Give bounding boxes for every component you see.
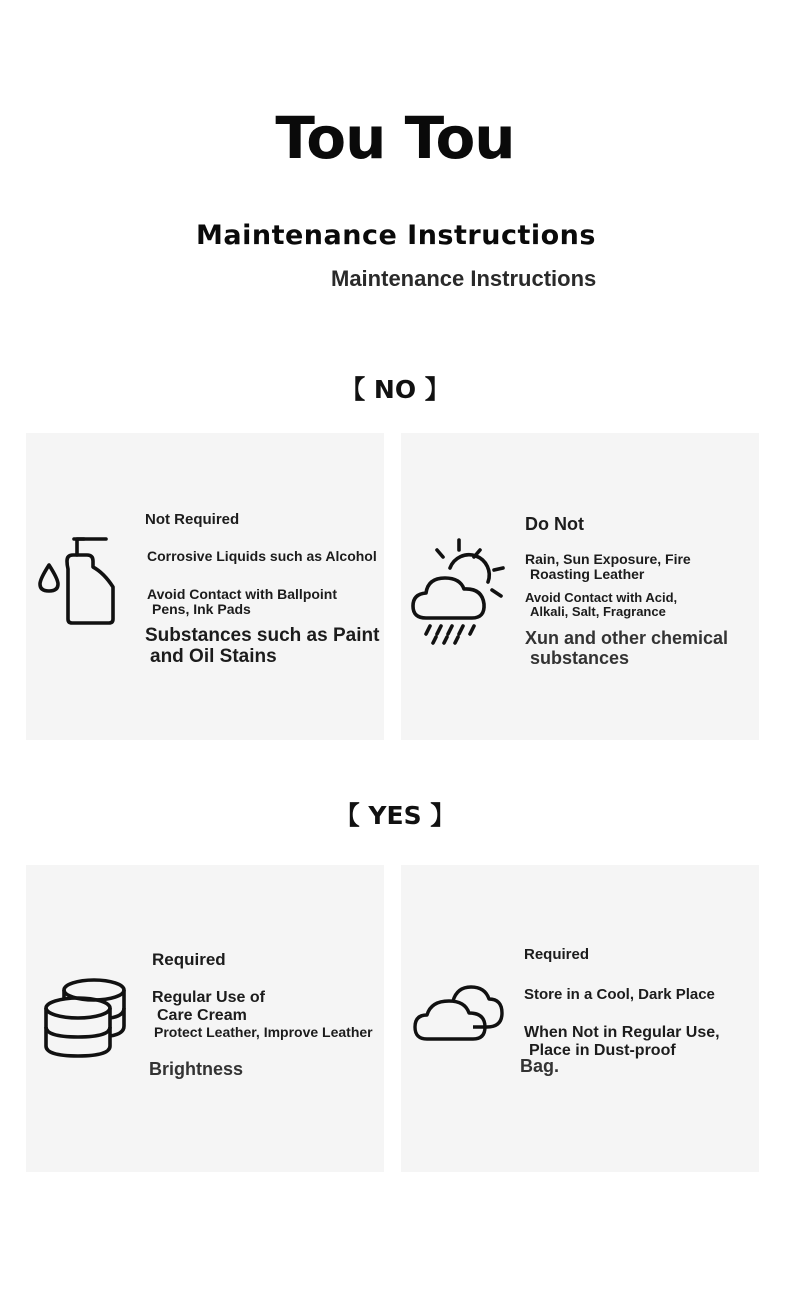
card-text <box>152 989 265 1024</box>
card-text-line: Roasting Leather <box>530 566 645 583</box>
card-text-line: Avoid Contact with Acid, <box>525 590 678 605</box>
card-text-line: Regular Use of <box>152 989 265 1006</box>
card-text-line: Pens, Ink Pads <box>152 601 251 618</box>
card-text-line: Substances such as Paint <box>145 625 380 646</box>
brand-title: Tou Tou <box>275 104 515 172</box>
cream-jar-icon <box>42 976 130 1062</box>
card-text: Corrosive Liquids such as Alcohol <box>147 548 377 564</box>
card-text: Protect Leather, Improve Leather <box>154 1024 373 1040</box>
card-text <box>525 552 691 583</box>
sun-rain-cloud-icon <box>410 538 508 648</box>
lotion-bottle-icon <box>36 535 120 629</box>
card-text-line: Place in Dust-proof <box>529 1041 676 1059</box>
section-label-no: 【 NO 】 <box>340 375 450 404</box>
card-title: Required <box>152 950 226 969</box>
card-text-line: Rain, Sun Exposure, Fire <box>525 551 691 567</box>
card-text <box>525 629 728 669</box>
card-text: Bag. <box>520 1056 560 1076</box>
card-text: Store in a Cool, Dark Place <box>524 986 715 1003</box>
page-heading: Maintenance Instructions <box>196 220 596 251</box>
card-text <box>525 591 677 620</box>
card-text-line: Alkali, Salt, Fragrance <box>530 604 666 620</box>
card-text-line: and Oil Stains <box>150 645 277 667</box>
card-text <box>524 1024 720 1059</box>
card-title: Not Required <box>145 511 240 528</box>
card-text <box>145 626 379 668</box>
card-text-line: When Not in Regular Use, <box>524 1024 720 1041</box>
card-text-line: substances <box>530 647 630 668</box>
card-text-line: Avoid Contact with Ballpoint <box>147 586 338 602</box>
card-text <box>147 587 337 618</box>
card-title: Required <box>524 946 590 963</box>
card-text-line: Xun and other chemical <box>525 628 729 648</box>
card-text-line: Care Cream <box>157 1006 247 1024</box>
page-subheading: Maintenance Instructions <box>331 266 597 291</box>
section-label-yes: 【 YES 】 <box>334 801 456 830</box>
card-text: Brightness <box>149 1059 244 1079</box>
card-title: Do Not <box>525 514 584 534</box>
clouds-icon <box>413 983 507 1043</box>
